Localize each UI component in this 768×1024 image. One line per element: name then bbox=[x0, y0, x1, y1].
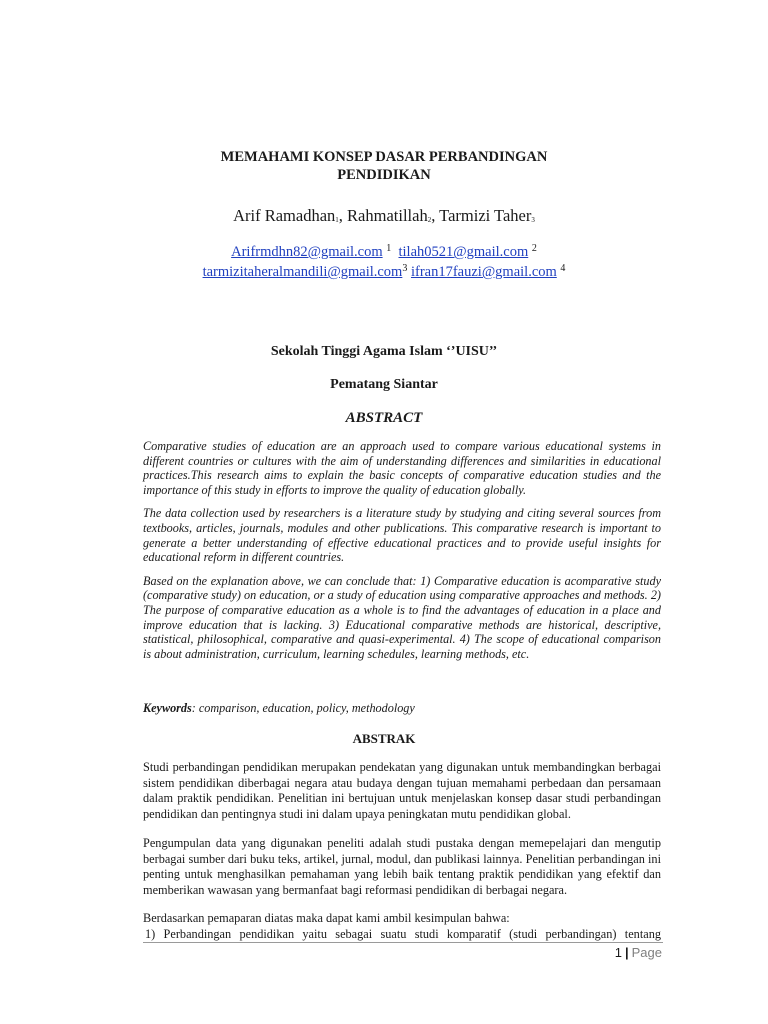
keywords-label: Keywords bbox=[143, 701, 192, 715]
abstrak-paragraph: Pengumpulan data yang digunakan peneliti adalah studi pustaka dengan memepelajari dan mengutip berbagai sumber dari buku teks, artikel, jurnal, modul, dan publikasi lainnya. Penelitian perbandingan ini penting untuk menghasilkan pemahaman yang lebih baik tentang praktik pendidikan yang efektif dan memberikan wawasan yang bermanfaat bagi reformasi pendidikan di berbagai negara. bbox=[143, 836, 661, 897]
abstrak-heading: ABSTRAK bbox=[352, 731, 416, 746]
paper-title-line-1: MEMAHAMI KONSEP DASAR PERBANDINGAN bbox=[220, 149, 548, 165]
page-number: 1 bbox=[614, 945, 622, 960]
email-mark: 3 bbox=[402, 263, 408, 274]
author-name: Arif Ramadhan bbox=[233, 206, 336, 225]
conclusion-line: 1) Perbandingan pendidikan yaitu sebagai suatu studi komparatif (studi perbandingan) tentang bbox=[145, 926, 661, 941]
email-link[interactable]: tilah0521@gmail.com bbox=[398, 244, 529, 260]
email-mark: 2 bbox=[531, 243, 537, 254]
keywords-list: : comparison, education, policy, methodology bbox=[191, 701, 415, 715]
abstract-paragraph: The data collection used by researchers is a literature study by studying and citing several sources from textbooks, articles, journals, modules and other publications. This comparative research is important to generate a better understanding of effective educational practices and to provide useful insights for educational reform in different countries. bbox=[143, 506, 661, 565]
paper-title-line-2: PENDIDIKAN bbox=[337, 167, 431, 183]
author-mark: 1 bbox=[335, 216, 339, 224]
email-mark: 4 bbox=[560, 263, 566, 274]
email-mark: 1 bbox=[386, 243, 392, 254]
author-mark: 3 bbox=[531, 216, 535, 224]
footer-rule bbox=[143, 942, 663, 943]
author-mark: 2 bbox=[427, 216, 432, 224]
abstrak-paragraph: Studi perbandingan pendidikan merupakan pendekatan yang digunakan untuk membandingkan berbagai sistem pendidikan diberbagai negara atau budaya dengan tujuan memahami perbedaan dan persamaan dalam praktik pendidikan. Penelitian ini bertujuan untuk menjelaskan konsep dasar studi perbandingan pendidikan dan pentingnya studi ini dalam upaya peningkatan mutu pendidikan global. bbox=[143, 760, 661, 821]
email-link[interactable]: tarmizitaheralmandili@gmail.com bbox=[202, 264, 403, 280]
abstract-english bbox=[143, 439, 661, 670]
email-list bbox=[0, 242, 768, 282]
page-label: Page bbox=[631, 945, 662, 960]
author-list: Arif Ramadhan$^1$, Rahmatillah$^2$, Tarmizi Taher$^3$ bbox=[233, 206, 535, 225]
email-link[interactable]: ifran17fauzi@gmail.com bbox=[410, 264, 557, 280]
abstract-paragraph: Based on the explanation above, we can conclude that: 1) Comparative education is acomparative study (comparative study) on education, or a study of education using comparative approaches and methods. 2) The purpose of comparative education as a whole is to find the advantages of education in a place and improve education that is lacking. 3) Educational comparative methods are historical, descriptive, statistical, philosophical, comparative and quasi-experimental. 4) The scope of educational comparison is about administration, curriculum, learning schedules, learning methods, etc. bbox=[143, 573, 661, 661]
institution-city: Pematang Siantar bbox=[330, 377, 438, 392]
email-link[interactable]: Arifrmdhn82@gmail.com bbox=[231, 244, 383, 260]
keywords-line bbox=[143, 701, 661, 716]
author-name: Tarmizi Taher bbox=[439, 206, 532, 225]
page-footer bbox=[615, 945, 662, 961]
author-name: Rahmatillah bbox=[347, 206, 428, 225]
abstract-paragraph: Comparative studies of education are an approach used to compare various educational systems in different countries or cultures with the aim of understanding differences and similarities in educational practices.This research aims to explain the basic concepts of comparative education studies and the importance of this study in efforts to improve the quality of education globally. bbox=[143, 439, 661, 497]
page-separator: | bbox=[624, 945, 629, 960]
conclusion-intro: Berdasarkan pemaparan diatas maka dapat kami ambil kesimpulan bahwa: bbox=[143, 911, 510, 925]
abstract-heading: ABSTRACT bbox=[345, 410, 423, 426]
institution: Sekolah Tinggi Agama Islam ‘’UISU’’ bbox=[270, 344, 498, 359]
abstrak-conclusion bbox=[143, 911, 661, 942]
paper-title bbox=[0, 148, 768, 184]
abstrak-indonesian bbox=[143, 760, 661, 912]
